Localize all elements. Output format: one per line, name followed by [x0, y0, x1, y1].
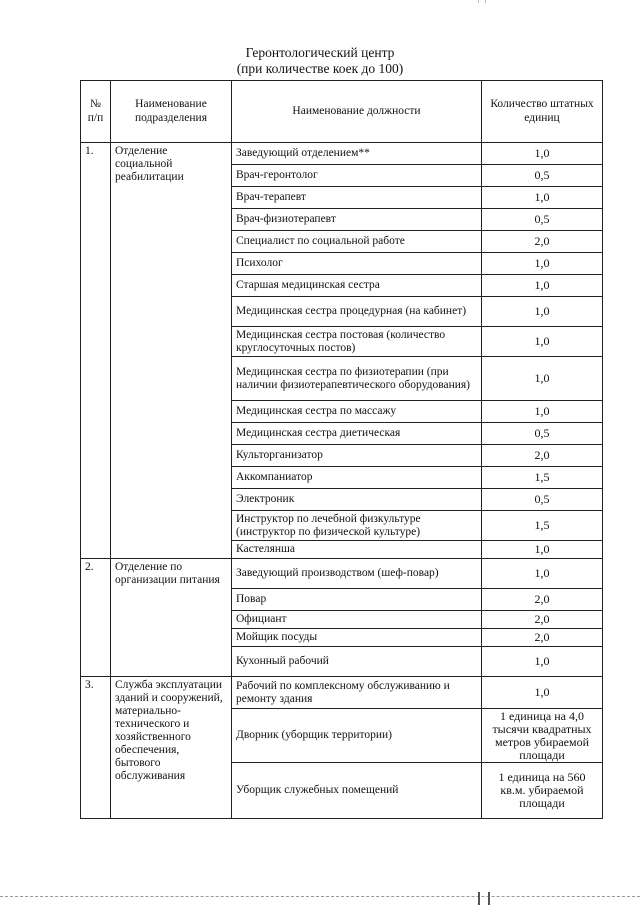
position-name: Специалист по социальной работе	[232, 231, 482, 253]
position-name: Кастелянша	[232, 541, 482, 559]
staff-quantity: 1,0	[482, 541, 603, 559]
table-row	[81, 559, 603, 589]
staffing-table	[80, 80, 603, 819]
position-name: Кухонный рабочий	[232, 647, 482, 677]
position-name: Инструктор по лечебной физкультуре (инструктор по физической культуре)	[232, 511, 482, 541]
section-department: Служба эксплуатации зданий и сооружений, материально-технического и хозяйственного обеспечения, бытового обслуживания	[111, 677, 232, 819]
position-name: Врач-геронтолог	[232, 165, 482, 187]
position-name: Медицинская сестра диетическая	[232, 423, 482, 445]
title-line-2: (при количестве коек до 100)	[236, 61, 404, 76]
position-name: Медицинская сестра по физиотерапии (при наличии физиотерапевтического оборудования)	[232, 357, 482, 401]
position-name: Врач-терапевт	[232, 187, 482, 209]
table-header-row	[81, 81, 603, 143]
position-name: Культорганизатор	[232, 445, 482, 467]
staff-quantity: 1,0	[482, 143, 603, 165]
staff-quantity: 1,0	[482, 677, 603, 709]
staff-quantity: 1,0	[482, 401, 603, 423]
staff-quantity: 1 единица на 4,0 тысячи квадратных метров убираемой площади	[482, 709, 603, 763]
staff-quantity: 0,5	[482, 489, 603, 511]
position-name: Психолог	[232, 253, 482, 275]
staff-quantity: 1,0	[482, 275, 603, 297]
staff-quantity: 1,0	[482, 187, 603, 209]
staff-quantity: 1,0	[482, 253, 603, 275]
staff-quantity: 2,0	[482, 611, 603, 629]
table-row	[81, 677, 603, 709]
staff-quantity: 0,5	[482, 423, 603, 445]
position-name: Повар	[232, 589, 482, 611]
position-name: Медицинская сестра процедурная (на кабинет)	[232, 297, 482, 327]
section-department: Отделение по организации питания	[111, 559, 232, 677]
section-number: 2.	[81, 559, 111, 677]
header-position: Наименование должности	[232, 81, 482, 143]
staff-quantity: 2,0	[482, 629, 603, 647]
staff-quantity: 1,0	[482, 559, 603, 589]
staff-quantity: 1,0	[482, 297, 603, 327]
title-line-1: Геронтологический центр	[245, 45, 395, 60]
table-row	[81, 143, 603, 165]
position-name: Врач-физиотерапевт	[232, 209, 482, 231]
header-qty: Количество штатных единиц	[482, 81, 603, 143]
position-name: Заведующий отделением**	[232, 143, 482, 165]
scan-artifact-mark	[478, 892, 490, 905]
position-name: Дворник (уборщик территории)	[232, 709, 482, 763]
position-name: Электроник	[232, 489, 482, 511]
staff-quantity: 1,0	[482, 327, 603, 357]
staff-quantity: 0,5	[482, 165, 603, 187]
position-name: Медицинская сестра по массажу	[232, 401, 482, 423]
position-name: Официант	[232, 611, 482, 629]
section-number: 1.	[81, 143, 111, 559]
position-name: Старшая медицинская сестра	[232, 275, 482, 297]
staff-quantity: 2,0	[482, 445, 603, 467]
scan-artifact-bottom-line	[0, 896, 640, 897]
header-num: № п/п	[81, 81, 111, 143]
staff-quantity: 2,0	[482, 589, 603, 611]
staff-quantity: 1,5	[482, 511, 603, 541]
position-name: Аккомпаниатор	[232, 467, 482, 489]
position-name: Уборщик служебных помещений	[232, 763, 482, 819]
section-department: Отделение социальной реабилитации	[111, 143, 232, 559]
section-number: 3.	[81, 677, 111, 819]
position-name: Заведующий производством (шеф-повар)	[232, 559, 482, 589]
scan-artifact-top	[478, 0, 486, 3]
staff-quantity: 1,5	[482, 467, 603, 489]
header-dept: Наименование подразделения	[111, 81, 232, 143]
document-title	[0, 45, 640, 77]
position-name: Рабочий по комплексному обслуживанию и ремонту здания	[232, 677, 482, 709]
staff-quantity: 1 единица на 560 кв.м. убираемой площади	[482, 763, 603, 819]
staff-quantity: 1,0	[482, 647, 603, 677]
position-name: Медицинская сестра постовая (количество круглосуточных постов)	[232, 327, 482, 357]
position-name: Мойщик посуды	[232, 629, 482, 647]
staff-quantity: 2,0	[482, 231, 603, 253]
staff-quantity: 1,0	[482, 357, 603, 401]
staff-quantity: 0,5	[482, 209, 603, 231]
table-body	[81, 143, 603, 819]
